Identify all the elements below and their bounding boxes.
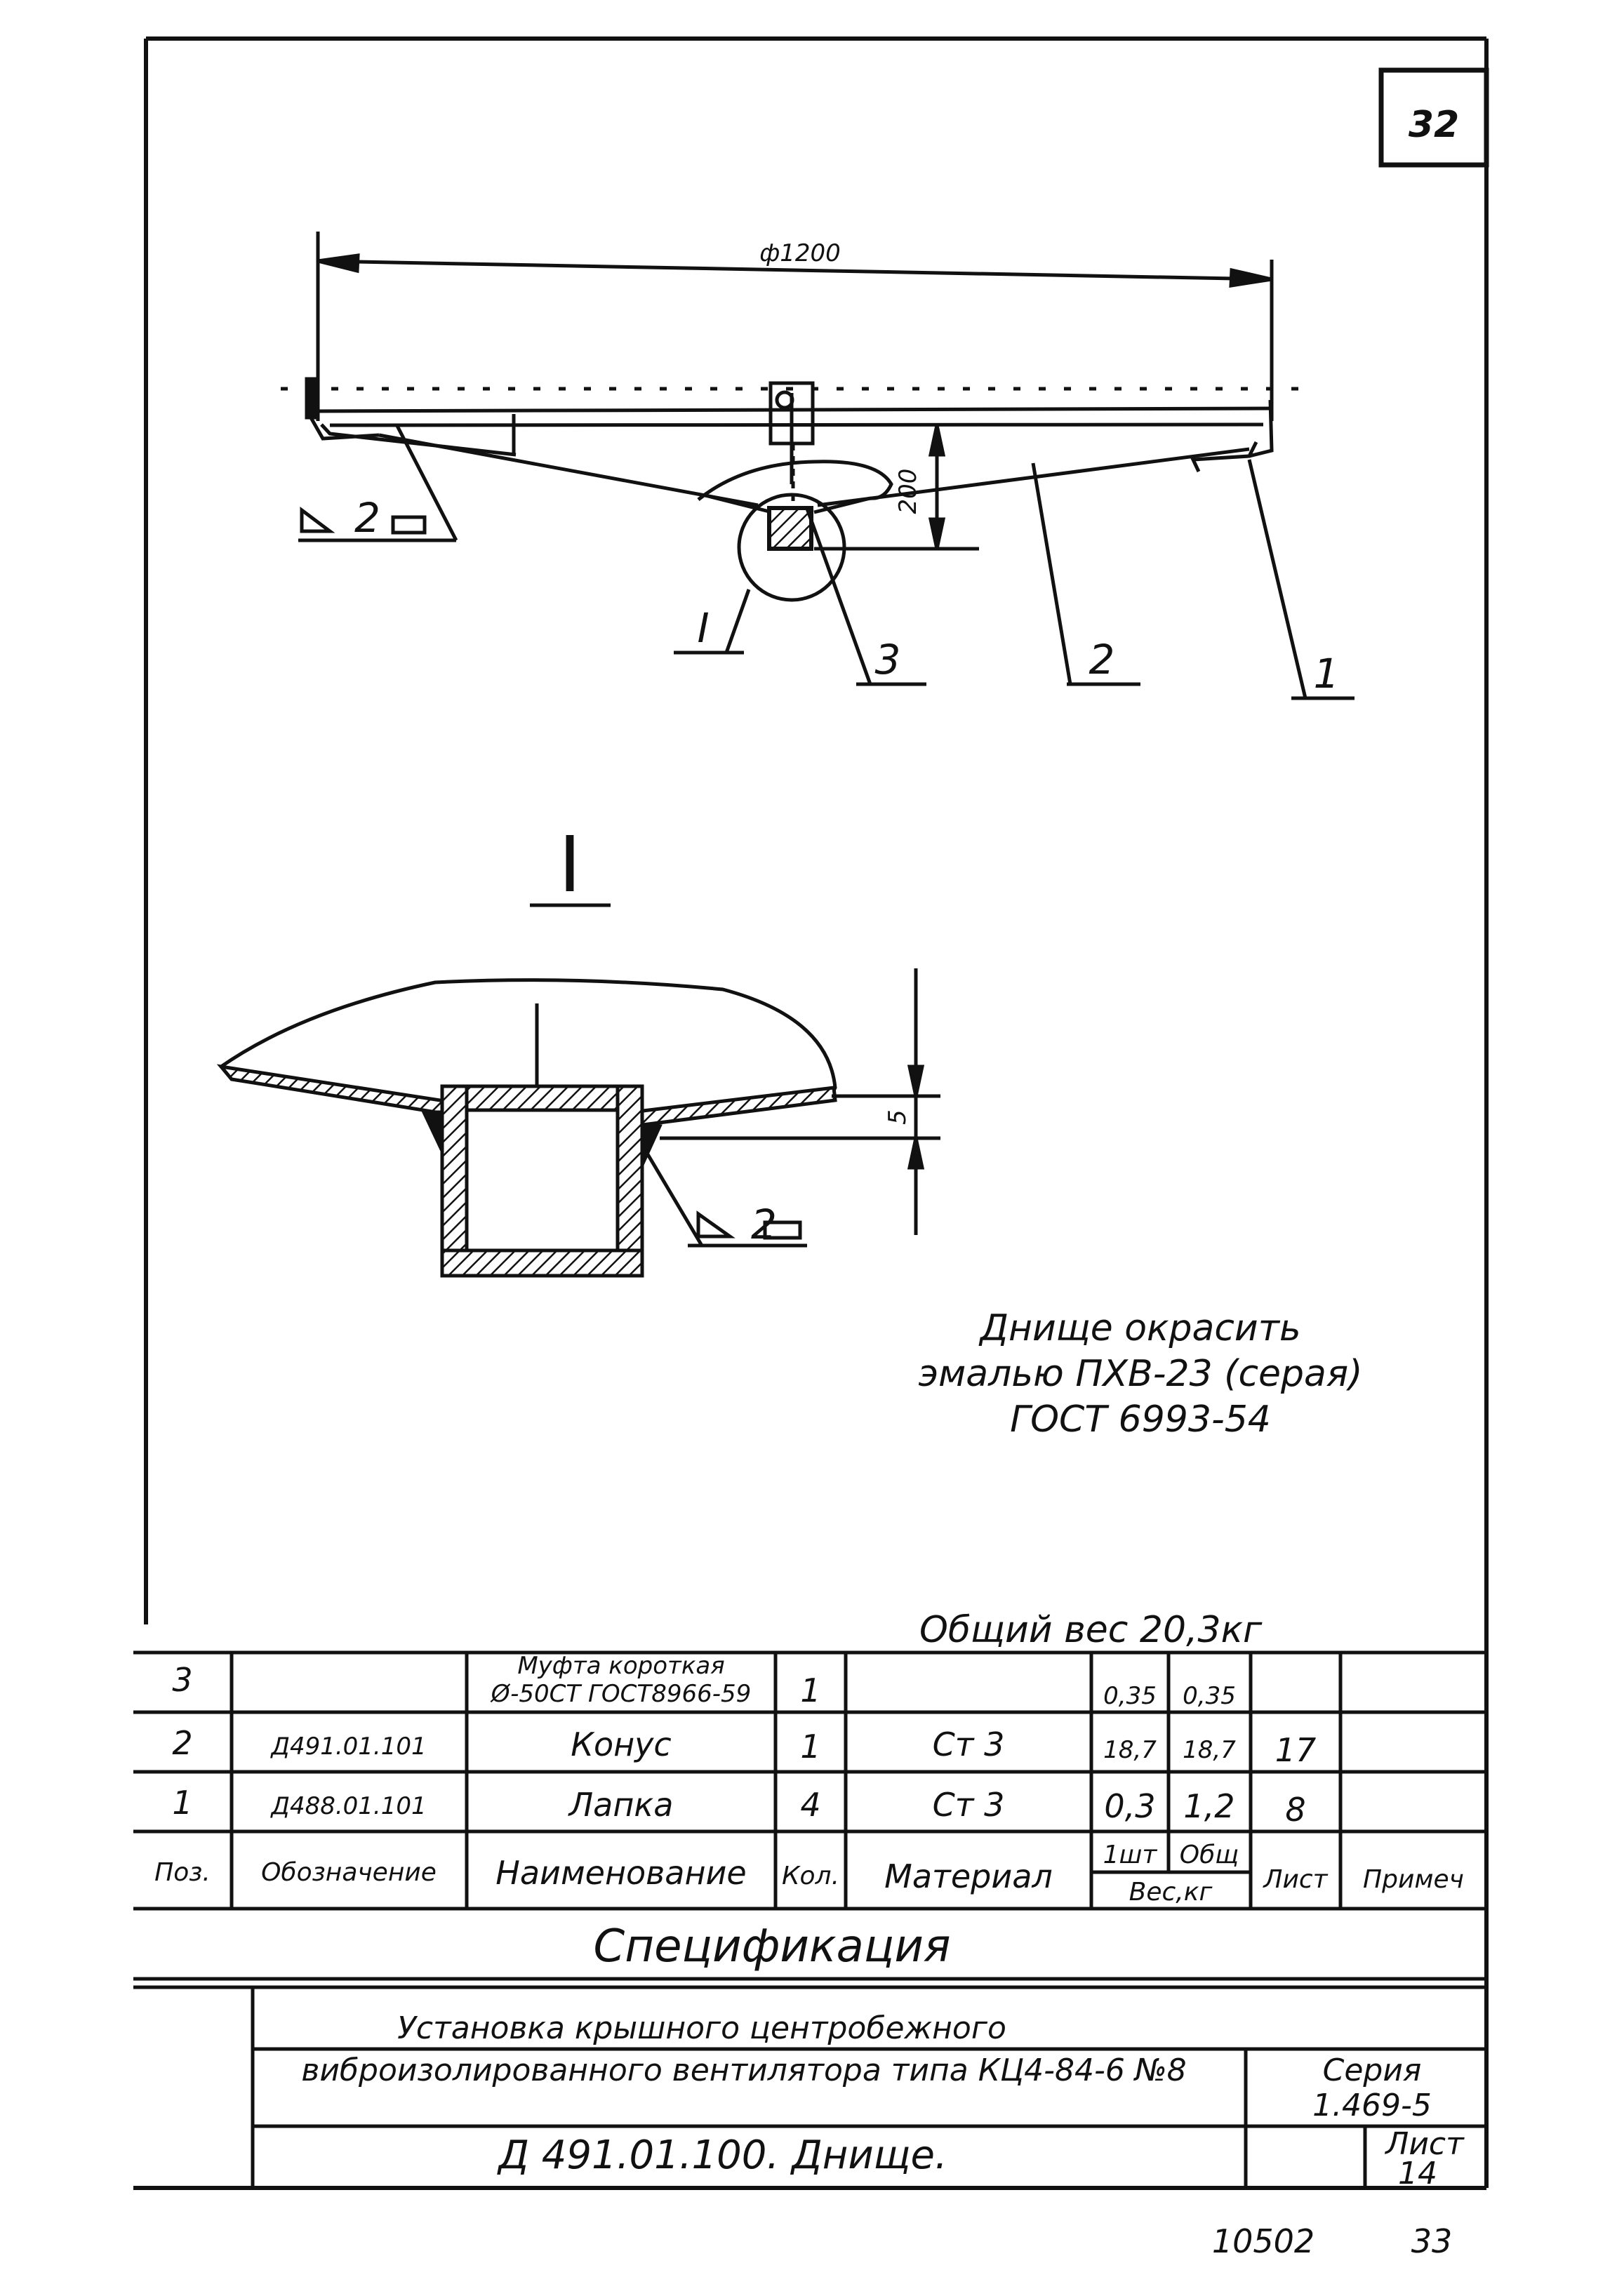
document-title: Д 491.01.100. Днище. — [498, 2133, 947, 2178]
detail-weld-label: 2 — [751, 1201, 777, 1248]
archive-number: 10502 — [1211, 2222, 1315, 2260]
detail-dimension-label: 5 — [884, 1109, 912, 1125]
spec-row-2-weight-one: 18,7 — [1103, 1736, 1157, 1764]
header-weight-one: 1шт — [1103, 1841, 1157, 1869]
spec-row-3-pos: 3 — [172, 1661, 193, 1699]
series-value: 1.469-5 — [1312, 2088, 1432, 2123]
detail-title: I — [558, 820, 582, 909]
height-label: 200 — [894, 468, 922, 514]
spec-row-2-material: Ст 3 — [932, 1726, 1005, 1763]
spec-row-3-qty: 1 — [800, 1671, 821, 1709]
header-designation: Обозначение — [261, 1858, 437, 1887]
header-weight: Вес,кг — [1129, 1878, 1213, 1907]
specification-caption: Спецификация — [593, 1921, 951, 1973]
spec-row-1-pos: 1 — [172, 1784, 193, 1822]
spec-row-1-weight-total: 1,2 — [1183, 1787, 1235, 1825]
spec-row-1-sheet: 8 — [1285, 1791, 1306, 1829]
weld-symbol-label: 2 — [354, 494, 380, 542]
spec-row-1-name: Лапка — [568, 1786, 674, 1824]
sheet-label: Лист — [1385, 2126, 1464, 2162]
position-label-1: 1 — [1313, 650, 1340, 698]
total-weight: Общий вес 20,3кг — [919, 1609, 1263, 1651]
note-line-3: ГОСТ 6993-54 — [1010, 1399, 1271, 1441]
spec-row-2-pos: 2 — [172, 1724, 193, 1762]
spec-row-2-sheet: 17 — [1274, 1731, 1317, 1769]
spec-row-3-weight-total: 0,35 — [1183, 1682, 1236, 1710]
title-line-2: виброизолированного вентилятора типа КЦ4-84-6 №8 — [301, 2053, 1187, 2088]
sheet-number: 32 — [1408, 104, 1460, 146]
spec-row-2-qty: 1 — [800, 1728, 821, 1766]
spec-row-1-material: Ст 3 — [932, 1786, 1005, 1824]
header-sheet: Лист — [1263, 1865, 1328, 1894]
header-qty: Кол. — [781, 1862, 840, 1890]
title-line-1: Установка крышного центробежного — [397, 2010, 1006, 2046]
spec-row-1-weight-one: 0,3 — [1104, 1787, 1156, 1825]
spec-row-2-name: Конус — [571, 1726, 672, 1763]
header-material: Материал — [884, 1857, 1053, 1895]
header-pos: Поз. — [154, 1858, 211, 1887]
page-number: 33 — [1411, 2222, 1453, 2260]
bottom-main-view — [281, 232, 1355, 698]
spec-row-3-name-2: Ø-50СТ ГОСТ8966-59 — [491, 1680, 752, 1708]
sheet-value: 14 — [1398, 2156, 1437, 2191]
sheet-number-box — [1381, 70, 1486, 165]
detail-view-I — [221, 905, 940, 1276]
spec-row-1-designation: Д488.01.101 — [271, 1792, 427, 1820]
position-label-3: 3 — [874, 636, 901, 683]
spec-row-3-name-1: Муфта короткая — [517, 1652, 725, 1680]
spec-row-2-designation: Д491.01.101 — [271, 1733, 427, 1761]
series-label: Серия — [1322, 2053, 1422, 2088]
header-weight-total: Общ — [1179, 1841, 1239, 1869]
diameter-label: ф1200 — [759, 239, 841, 267]
header-note: Примеч — [1363, 1865, 1464, 1894]
note-line-1: Днище окрасить — [980, 1307, 1301, 1349]
spec-row-3-weight-one: 0,35 — [1103, 1682, 1157, 1710]
note-line-2: эмалью ПХВ-23 (серая) — [918, 1353, 1363, 1395]
spec-row-1-qty: 4 — [800, 1786, 821, 1824]
detail-callout-label: I — [697, 604, 710, 652]
position-label-2: 2 — [1089, 636, 1115, 683]
header-name: Наименование — [495, 1854, 747, 1892]
spec-row-2-weight-total: 18,7 — [1183, 1736, 1236, 1764]
